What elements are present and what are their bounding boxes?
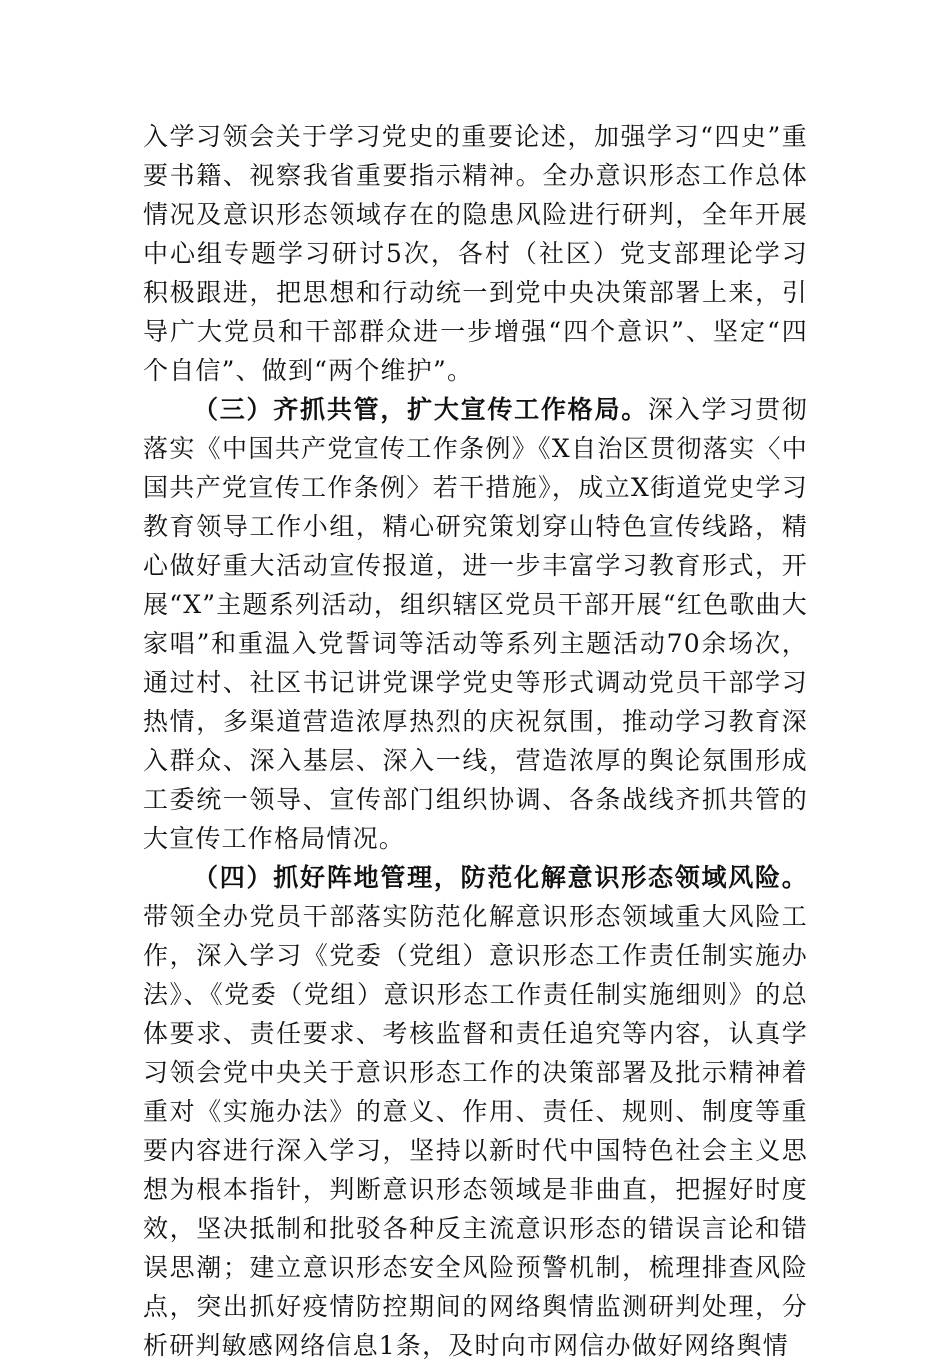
document-page — [143, 117, 808, 1365]
paragraph-section-4 — [143, 858, 808, 1365]
paragraph-intro: 入学习领会关于学习党史的重要论述，加强学习“四史”重要书籍、视察我省重要指示精神。全办意识形态工作总体情况及意识形态领域存在的隐患风险进行研判，全年开展中心组专题学习研讨5次，各村（社区）党支部理论学习积极跟进，把思想和行动统一到党中央决策部署上来，引导广大党员和干部群众进一步增强“四个意识”、坚定“四个自信”、做到“两个维护”。 — [143, 122, 808, 385]
section-3-heading: （三）齐抓共管，扩大宣传工作格局。 — [193, 395, 648, 424]
section-3-body: 深入学习贯彻落实《中国共产党宣传工作条例》《X自治区贯彻落实〈中国共产党宣传工作条例〉若干措施》，成立X街道党史学习教育领导工作小组，精心研究策划穿山特色宣传线路，精心做好重大活动宣传报道，进一步丰富学习教育形式，开展“X”主题系列活动，组织辖区党员干部开展“红色歌曲大家唱”和重温入党誓词等活动等系列主题活动70余场次，通过村、社区书记讲党课学党史等形式调动党员干部学习热情，多渠道营造浓厚热烈的庆祝氛围，推动学习教育深入群众、深入基层、深入一线，营造浓厚的舆论氛围形成工委统一领导、宣传部门组织协调、各条战线齐抓共管的大宣传工作格局情况。 — [143, 395, 809, 853]
paragraph-section-3 — [143, 390, 808, 858]
section-4-body: 带领全办党员干部落实防范化解意识形态领域重大风险工作，深入学习《党委（党组）意识形态工作责任制实施办法》、《党委（党组）意识形态工作责任制实施细则》的总体要求、责任要求、考核监督和责任追究等内容，认真学习领会党中央关于意识形态工作的决策部署及批示精神着重对《实施办法》的意义、作用、责任、规则、制度等重要内容进行深入学习，坚持以新时代中国特色社会主义思想为根本指针，判断意识形态领域是非曲直，把握好时度效，坚决抵制和批驳各种反主流意识形态的错误言论和错误思潮；建立意识形态安全风险预警机制，梳理排查风险点，突出抓好疫情防控期间的网络舆情监测研判处理，分析研判敏感网络信息1条，及时向市网信办做好网络舆情 — [143, 902, 808, 1360]
section-4-heading: （四）抓好阵地管理，防范化解意识形态领域风险。 — [193, 863, 808, 892]
